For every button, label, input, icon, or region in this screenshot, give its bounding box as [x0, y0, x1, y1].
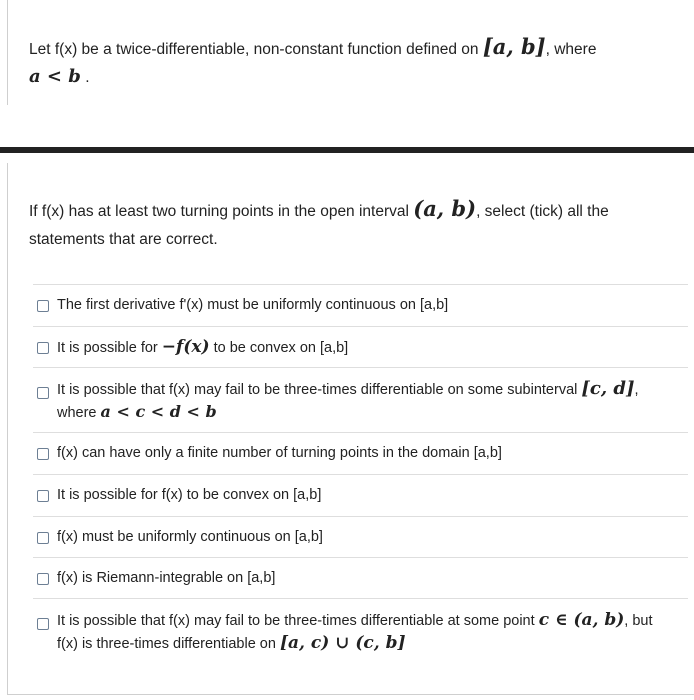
option-checkbox[interactable]	[37, 490, 49, 502]
option-where-math: a < c < d < b	[100, 402, 217, 421]
option-row[interactable]	[33, 284, 688, 326]
option-row[interactable]	[33, 557, 688, 598]
option-label	[57, 336, 677, 359]
option-text-before: It is possible for	[57, 340, 162, 356]
option-math: [c, d]	[581, 378, 635, 399]
option-checkbox[interactable]	[37, 448, 49, 460]
option-math: −f(x)	[161, 337, 210, 357]
intro-text-before: Let f(x) be a twice-differentiable, non-constant function defined on	[29, 41, 483, 58]
option-row[interactable]	[33, 474, 688, 516]
option-text-after: to be convex on [a,b]	[209, 340, 349, 356]
intro-period: .	[85, 69, 90, 86]
question-text	[29, 195, 669, 254]
intro-panel	[7, 0, 694, 105]
option-label	[57, 378, 677, 424]
option-union-math: [a, c) ∪ (c, b]	[279, 633, 406, 653]
option-checkbox[interactable]	[37, 342, 49, 354]
option-label: f(x) is Riemann-integrable on [a,b]	[57, 570, 276, 586]
option-checkbox[interactable]	[37, 387, 49, 399]
option-checkbox[interactable]	[37, 532, 49, 544]
option-where-label: where	[57, 405, 101, 421]
intro-text-after: , where	[545, 41, 597, 58]
intro-text	[29, 33, 669, 91]
option-point-math: c ∈ (a, b)	[538, 610, 625, 630]
option-comma: ,	[634, 382, 639, 398]
question-text-after: , select (tick) all the statements that are correct.	[29, 203, 609, 248]
option-row[interactable]	[33, 326, 688, 367]
option-label: It is possible for f(x) to be convex on [a,b]	[57, 487, 322, 503]
option-text-before: It is possible that f(x) may fail to be three-times differentiable at some point	[57, 613, 539, 629]
option-row[interactable]	[33, 367, 688, 432]
option-checkbox[interactable]	[37, 300, 49, 312]
section-divider	[0, 147, 694, 153]
option-label: f(x) can have only a finite number of turning points in the domain [a,b]	[57, 445, 502, 461]
intro-interval-math: [a, b]	[482, 34, 546, 59]
option-row[interactable]	[33, 516, 688, 557]
option-checkbox[interactable]	[37, 618, 49, 630]
question-interval-math: (a, b)	[413, 196, 477, 221]
option-line2-before: f(x) is three-times differentiable on	[57, 636, 280, 652]
option-checkbox[interactable]	[37, 573, 49, 585]
question-text-before: If f(x) has at least two turning points in the open interval	[29, 203, 414, 220]
option-text-mid: , but	[624, 613, 653, 629]
option-text-before: It is possible that f(x) may fail to be three-times differentiable on some subinterval	[57, 382, 582, 398]
option-label: The first derivative f'(x) must be uniformly continuous on [a,b]	[57, 297, 449, 313]
option-row[interactable]	[33, 598, 688, 668]
intro-condition-math: a < b	[29, 66, 81, 87]
option-label	[57, 609, 677, 655]
question-panel	[7, 163, 694, 695]
option-row[interactable]	[33, 432, 688, 474]
option-label: f(x) must be uniformly continuous on [a,b]	[57, 529, 323, 545]
